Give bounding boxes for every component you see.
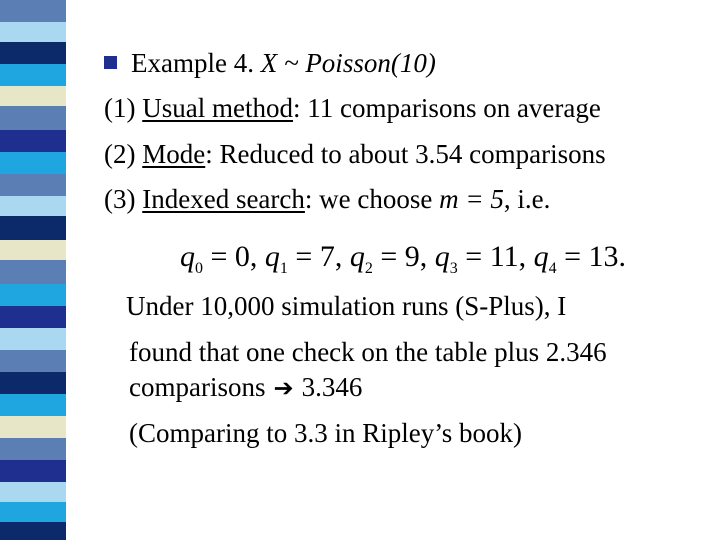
equation-term: $q_0 = 0$, bbox=[180, 240, 265, 277]
item-text: : 11 comparisons on average bbox=[292, 93, 601, 123]
equation-term: $q_3 = 11$, bbox=[434, 240, 534, 277]
item-number: (1) bbox=[104, 93, 143, 123]
parameter-expression: m = 5 bbox=[439, 184, 504, 214]
right-arrow-icon: ➔ bbox=[273, 376, 294, 402]
equation-term: $q_2 = 9$, bbox=[349, 240, 435, 277]
paragraph-line-4: (Comparing to 3.3 in Ripley’s book) bbox=[129, 418, 522, 448]
item-indexed-search bbox=[104, 183, 550, 215]
item-mode bbox=[104, 138, 606, 170]
equation-term: $q_1 = 7$, bbox=[264, 240, 350, 277]
comparisons-text: comparisons bbox=[129, 372, 266, 402]
item-usual-method bbox=[104, 92, 601, 124]
paragraph-line-2: found that one check on the table plus 2.346 bbox=[129, 337, 607, 367]
paragraph-line-3 bbox=[129, 371, 362, 405]
item-text: : Reduced to about 3.54 comparisons bbox=[205, 139, 606, 169]
item-text-end: , i.e. bbox=[503, 184, 551, 214]
square-bullet-icon bbox=[104, 56, 117, 69]
item-number: (2) bbox=[104, 139, 143, 169]
item-text: : we choose bbox=[304, 184, 440, 214]
bullet-line bbox=[104, 47, 436, 79]
result-value: 3.346 bbox=[301, 372, 363, 402]
equation-term: $q_4 = 13$. bbox=[533, 240, 626, 277]
paragraph-line-1: Under 10,000 simulation runs (S-Plus), I bbox=[126, 291, 567, 321]
method-name: Indexed search bbox=[142, 184, 305, 214]
distribution-expression: X ~ Poisson(10) bbox=[260, 48, 436, 78]
example-label: Example 4. bbox=[131, 48, 261, 78]
method-name: Usual method bbox=[142, 93, 293, 123]
item-number: (3) bbox=[104, 184, 143, 214]
method-name: Mode bbox=[142, 139, 206, 169]
quantile-equation bbox=[180, 240, 626, 278]
